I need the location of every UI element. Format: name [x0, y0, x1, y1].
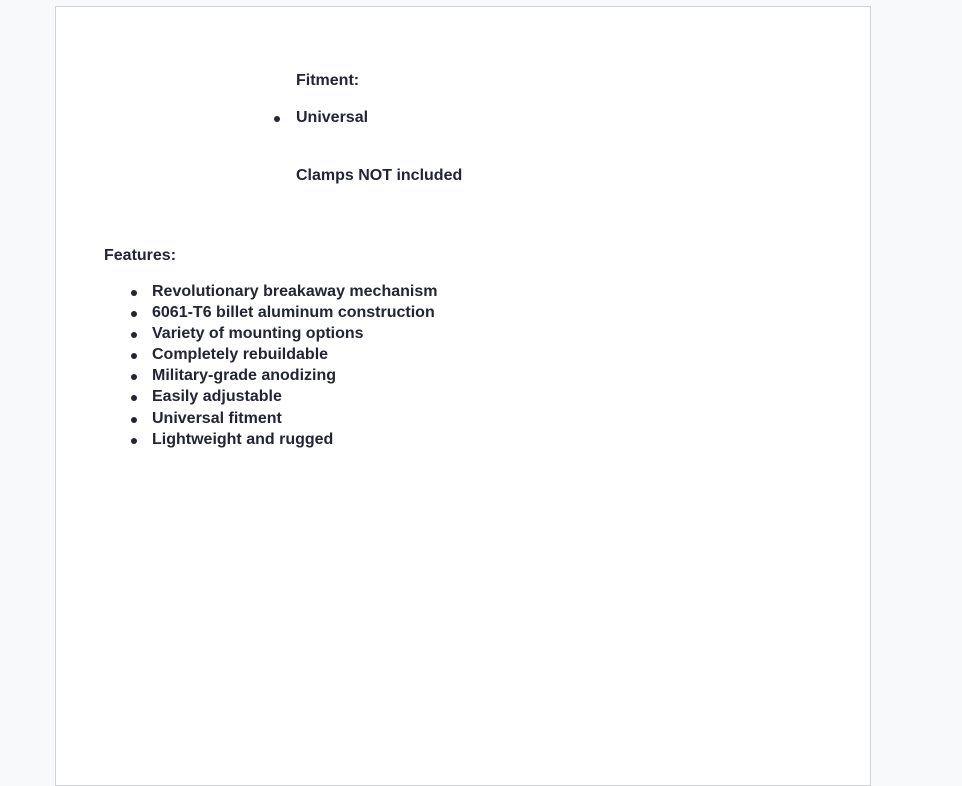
features-heading: Features: [104, 247, 177, 264]
fitment-note: Clamps NOT included [296, 167, 463, 184]
fitment-item-label: Universal [296, 109, 369, 126]
feature-label: Military-grade anodizing [152, 367, 337, 385]
feature-label: Completely rebuildable [152, 346, 329, 364]
fitment-heading: Fitment: [296, 72, 360, 89]
feature-label: 6061-T6 billet aluminum construction [152, 304, 435, 322]
bullet-icon [131, 395, 137, 401]
bullet-icon [131, 438, 137, 444]
bullet-icon [131, 374, 137, 380]
bullet-icon [274, 116, 280, 122]
bullet-icon [131, 353, 137, 359]
bullet-icon [131, 311, 137, 317]
feature-label: Universal fitment [152, 409, 282, 427]
feature-label: Easily adjustable [152, 388, 282, 406]
feature-label: Revolutionary breakaway mechanism [152, 283, 438, 300]
document-page [55, 6, 871, 786]
bullet-icon [131, 332, 137, 338]
bullet-icon [131, 417, 137, 423]
bullet-icon [131, 290, 137, 296]
feature-label: Variety of mounting options [152, 325, 364, 343]
feature-label: Lightweight and rugged [152, 430, 334, 448]
